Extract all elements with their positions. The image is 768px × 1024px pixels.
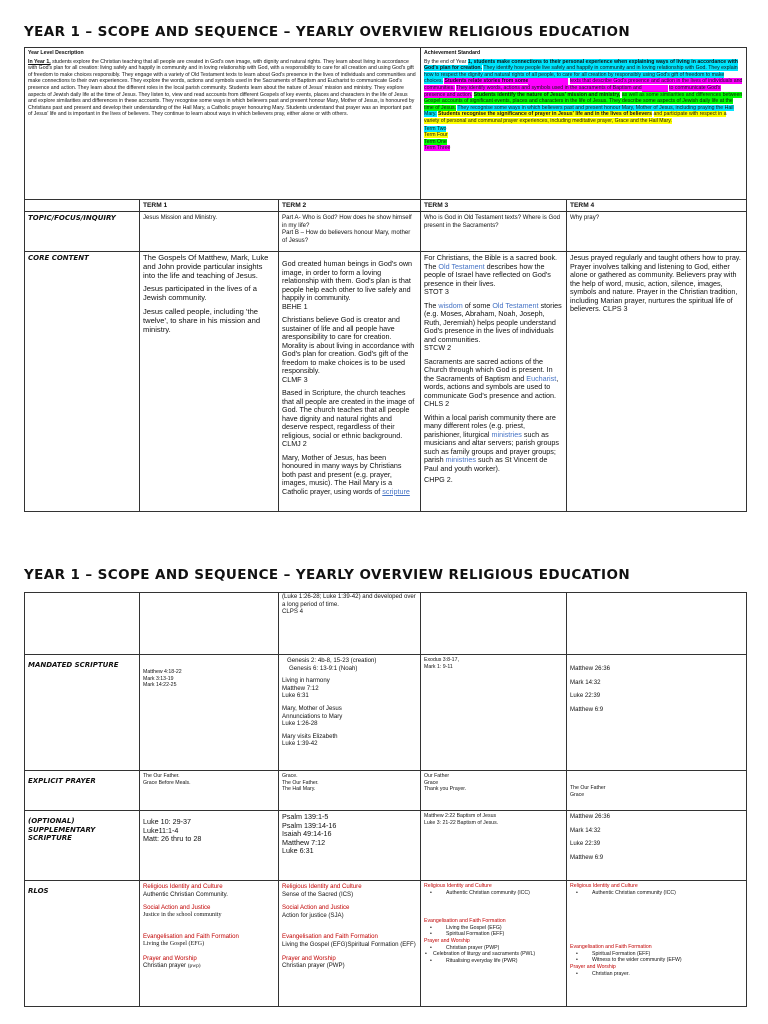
rlos-t4-faith-list: • Spiritual Formation (EFF) • Witness to the wider community (EFW) <box>570 951 743 964</box>
header-term-3: TERM 3 <box>421 200 567 212</box>
legend-term-one: Term One <box>424 138 447 145</box>
topic-term-3: Who is God in Old Testament texts? Where is God present in the Sacraments? <box>421 212 567 252</box>
old-testament-link-2[interactable]: Old Testament <box>492 300 539 310</box>
continued-term-2: (Luke 1:26-28; Luke 1:39-42) and developed over a long period of time. CLPS 4 <box>279 593 421 655</box>
rlos-t3-liturgy-list: • Celebration of liturgy and sacraments (PWL) <box>424 951 563 958</box>
rlos-t3-prayer-list: • Christian prayer (PWP) <box>424 945 563 952</box>
supp-term-1: Luke 10: 29-37 Luke11:1-4 Matt: 26 thru to 28 <box>140 811 279 881</box>
supp-term-4: Matthew 26:36 Mark 14:32 Luke 22:39 Matthew 6:9 <box>567 811 747 881</box>
achievement-standard <box>421 48 747 200</box>
legend-term-two: Term Two <box>424 125 447 132</box>
scripture-term-1: Matthew 4:18-22 Mark 3:13-19 Mark 14:22-25 <box>140 655 279 771</box>
rlos-term-4: Religious Identity and Culture • Authentic Christian community (ICC) Evangelisation and Faith Formation • Spiritual Formation (EFF) • Witness to the wider community (EFW) Prayer and Worship • Christian prayer. <box>567 881 747 1007</box>
ministries-link[interactable]: ministries <box>491 429 522 439</box>
overview-table-2 <box>24 592 747 1007</box>
prayer-term-4: The Our Father Grace <box>567 771 747 811</box>
header-term-1: TERM 1 <box>140 200 279 212</box>
continued-term-1 <box>140 593 279 655</box>
continued-blank-label <box>25 593 140 655</box>
rlos-term-1: Religious Identity and Culture Authentic Christian Community. Social Action and Justice Justice in the school community Evangelisation and Faith Formation Living the Gospel (EFG) Prayer and Worship Christian prayer (pwp) <box>140 881 279 1007</box>
header-term-2: TERM 2 <box>279 200 421 212</box>
supp-term-2: Psalm 139:1-5 Psalm 139:14-16 Isaiah 49:14-16 Matthew 7:12 Luke 6:31 <box>279 811 421 881</box>
legend-term-four: Term Four <box>424 132 448 139</box>
old-testament-link[interactable]: Old Testament <box>438 261 485 271</box>
achievement-heading: Achievement Standard <box>424 50 481 56</box>
description-text: In Year 1, students explore the Christian teaching that all people are created in God's own image, with dignity and natural rights. They learn about living in accordance with God's plan for all creation: living safely and happily in community and in loving relationship with God, with a responsibility to care for all creation and using God's gift of freedom to make choices responsibly. They engage with a variety of Old Testament texts to learn about God's presence in the lives of individuals and communities and make connections to their own experiences. They explore the words, actions and symbols used in the Sacraments of Baptism and Eucharist to communicate God's presence and action. They learn about the different roles in the local parish community. Students learn about the nature of Jesus' mission and ministry. They explore aspects of Jewish daily life at the time of Jesus. They listen to, view and read accounts from different Gospels of key events, places and characters in the life of Jesus and explore similarities and differences in these accounts. They recognise some ways in which believers past and present honour Mary, Mother of Jesus, is honoured by Christians past and present and develop their understanding of the Hail Mary, a Catholic prayer honouring Mary. Students understand that prayer was an important part of Jesus' life and is important in the lives of believers. They continue to learn about ways in which believers pray, either alone or with others. <box>28 58 416 118</box>
continued-term-3 <box>421 593 567 655</box>
prayer-term-1: The Our Father. Grace Before Meals. <box>140 771 279 811</box>
row-label-explicit-prayer: EXPLICIT PRAYER <box>25 771 140 811</box>
row-label-rlos: RLOS <box>25 881 140 1007</box>
prayer-term-2: Grace. The Our Father. The Hail Mary. <box>279 771 421 811</box>
row-label-topic: TOPIC/FOCUS/INQUIRY <box>25 212 140 252</box>
wisdom-link[interactable]: wisdom <box>438 300 463 310</box>
topic-term-2: Part A- Who is God? How does he show himself in my life? Part B – How do believers honour Mary, mother of Jesus? <box>279 212 421 252</box>
rlos-t4-identity-list: • Authentic Christian community (ICC) <box>570 890 743 897</box>
page-title: YEAR 1 – SCOPE AND SEQUENCE – YEARLY OVERVIEW RELIGIOUS EDUCATION <box>24 24 631 40</box>
eucharist-link[interactable]: Eucharist <box>526 373 557 383</box>
topic-term-4: Why pray? <box>567 212 747 252</box>
prayer-term-3: Our Father Grace Thank you Prayer. <box>421 771 567 811</box>
rlos-t3-faith-list: • Living the Gospel (EFG) • Spiritual Formation (EFF) <box>424 925 563 938</box>
description-heading: Year Level Description <box>28 50 84 56</box>
header-blank <box>25 200 140 212</box>
rlos-term-3: Religious Identity and Culture • Authentic Christian community (ICC) Evangelisation and Faith Formation • Living the Gospel (EFG) • Spiritual Formation (EFF) Prayer and Worship • Christian prayer (PWP) • Celebration of liturgy and sacraments (PWL) • Ritualising everyday life (PWR) <box>421 881 567 1007</box>
core-term-4: Jesus prayed regularly and taught others how to pray. Prayer involves talking and listening to God, either alone or gathered as community. Believers pray with the help of word, music, action, silence, images, symbols and nature. Prayer in the Christian tradition, including Marian prayer, nurtures the spiritual life of believers. CLPS 3 <box>567 252 747 512</box>
row-label-core-content: CORE CONTENT <box>25 252 140 512</box>
row-label-supplementary-scripture: (OPTIONAL) SUPPLEMENTARY SCRIPTURE <box>25 811 140 881</box>
rlos-t3-ritual-list: • Ritualising everyday life (PWR) <box>424 958 563 965</box>
topic-term-1: Jesus Mission and Ministry. <box>140 212 279 252</box>
scripture-term-2: Genesis 2: 4b-8, 15-23 (creation) Genesis 6: 13-9:1 (Noah) Living in harmony Matthew 7:12 Luke 6:31 Mary, Mother of Jesus Annunciations to Mary Luke 1:26-28 Mary visits Elizabeth Luke 1:39-42 <box>279 655 421 771</box>
rlos-t4-prayer-list: • Christian prayer. <box>570 971 743 978</box>
core-term-2: God created human beings in God's own image, in order to form a loving relationship with them. God's plan is that people help each other to live safely and happily in community. BEHE 1 Christians believe God is creator and sustainer of life and all people have aresponsibility to care for creation. Morality is about living in accordance with God's plan for creation. God's gift of the freedom to make choices is to be used responsibly. CLMF 3 Based in Scripture, the church teaches that all people are created in the image of God. The church teaches that all people have dignity and natural rights and deserve respect, regardless of their religious, social or ethnic background. CLMJ 2 Mary, Mother of Jesus, has been honoured in many ways by Christians both past and present (e.g. prayer, images, music). The Hail Mary is a Catholic prayer, using words of scripture <box>279 252 421 512</box>
rlos-t3-identity-list: • Authentic Christian community (ICC) <box>424 890 563 897</box>
scripture-term-3: Exodus 3:8-17, Mark 1: 9-11 <box>421 655 567 771</box>
overview-table <box>24 47 747 512</box>
legend-term-three: Term Three <box>424 145 451 152</box>
rlos-term-2: Religious Identity and Culture Sense of the Sacred (ICS) Social Action and Justice Action for justice (SJA) Evangelisation and Faith Formation Living the Gospel (EFG)Spiritual Formation (EFF) Prayer and Worship Christian prayer (PWP) <box>279 881 421 1007</box>
row-label-mandated-scripture: MANDATED SCRIPTURE <box>25 655 140 771</box>
term-legend <box>424 126 743 152</box>
page-title-2: YEAR 1 – SCOPE AND SEQUENCE – YEARLY OVERVIEW RELIGIOUS EDUCATION <box>24 567 631 583</box>
core-term-1: The Gospels Of Matthew, Mark, Luke and John provide particular insights into the life and teaching of Jesus. Jesus participated in the lives of a Jewish community. Jesus called people, including 'the twelve', to share in his mission and ministry. <box>140 252 279 512</box>
achievement-text: By the end of Year 1, students make connections to their personal experience when explaining ways of living in accordance with God's plan for creation. They identify how people live safely and happily in community and in loving relationship with God. They explain how to respect the dignity and natural rights of all people, to care for all creation by responsibly using God's gift of freedom to make choices. Students relate stories from some texts that describe God's presence and action in the lives of individuals and communities. They identify words, actions and symbols used in the sacraments of Baptism and to communicate God's presence and action. Students identify the nature of Jesus' mission and ministry, as well as some similarities and differences between Gospel accounts of significant events, places and characters in the life of Jesus. They describe some aspects of Jewish daily life at the time of Jesus. They recognise some ways in which believers past and present honour Mary, Mother of Jesus, including praying the Hail Mary. Students recognise the significance of prayer in Jesus' life and in the lives of believers and participate with respect in a variety of personal and communal prayer experiences, including meditative prayer, Grace and the Hail Mary. <box>424 58 743 124</box>
continued-term-4 <box>567 593 747 655</box>
supp-term-3: Matthew 2:22 Baptism of Jesus Luke 3: 21-22 Baptism of Jesus. <box>421 811 567 881</box>
ministries-link-2[interactable]: ministries <box>445 455 476 464</box>
header-term-4: TERM 4 <box>567 200 747 212</box>
scripture-term-4: Matthew 26:36 Mark 14:32 Luke 22:39 Matthew 6:9 <box>567 655 747 771</box>
core-term-3: For Christians, the Bible is a sacred book. The Old Testament describes how the people of Israel have reflected on God's presence in their lives. STOT 3 The wisdom of some Old Testament stories (e.g. Moses, Abraham, Noah, Joseph, Ruth, Jeremiah) helps people understand God's presence in the lives of individuals and communities. STCW 2 Sacraments are sacred actions of the Church through which God is present. In the Sacraments of Baptism and Eucharist, words, actions and symbols are used to communicate God's presence and action. CHLS 2 Within a local parish community there are many different roles (e.g. priest, parishioner, liturgical ministries such as musicians and altar servers; parish groups such as family groups and prayer groups; parish ministries such as St Vincent de Paul and youth worker). CHPG 2. <box>421 252 567 512</box>
year-level-description <box>25 48 421 200</box>
scripture-link[interactable]: scripture <box>382 486 410 496</box>
